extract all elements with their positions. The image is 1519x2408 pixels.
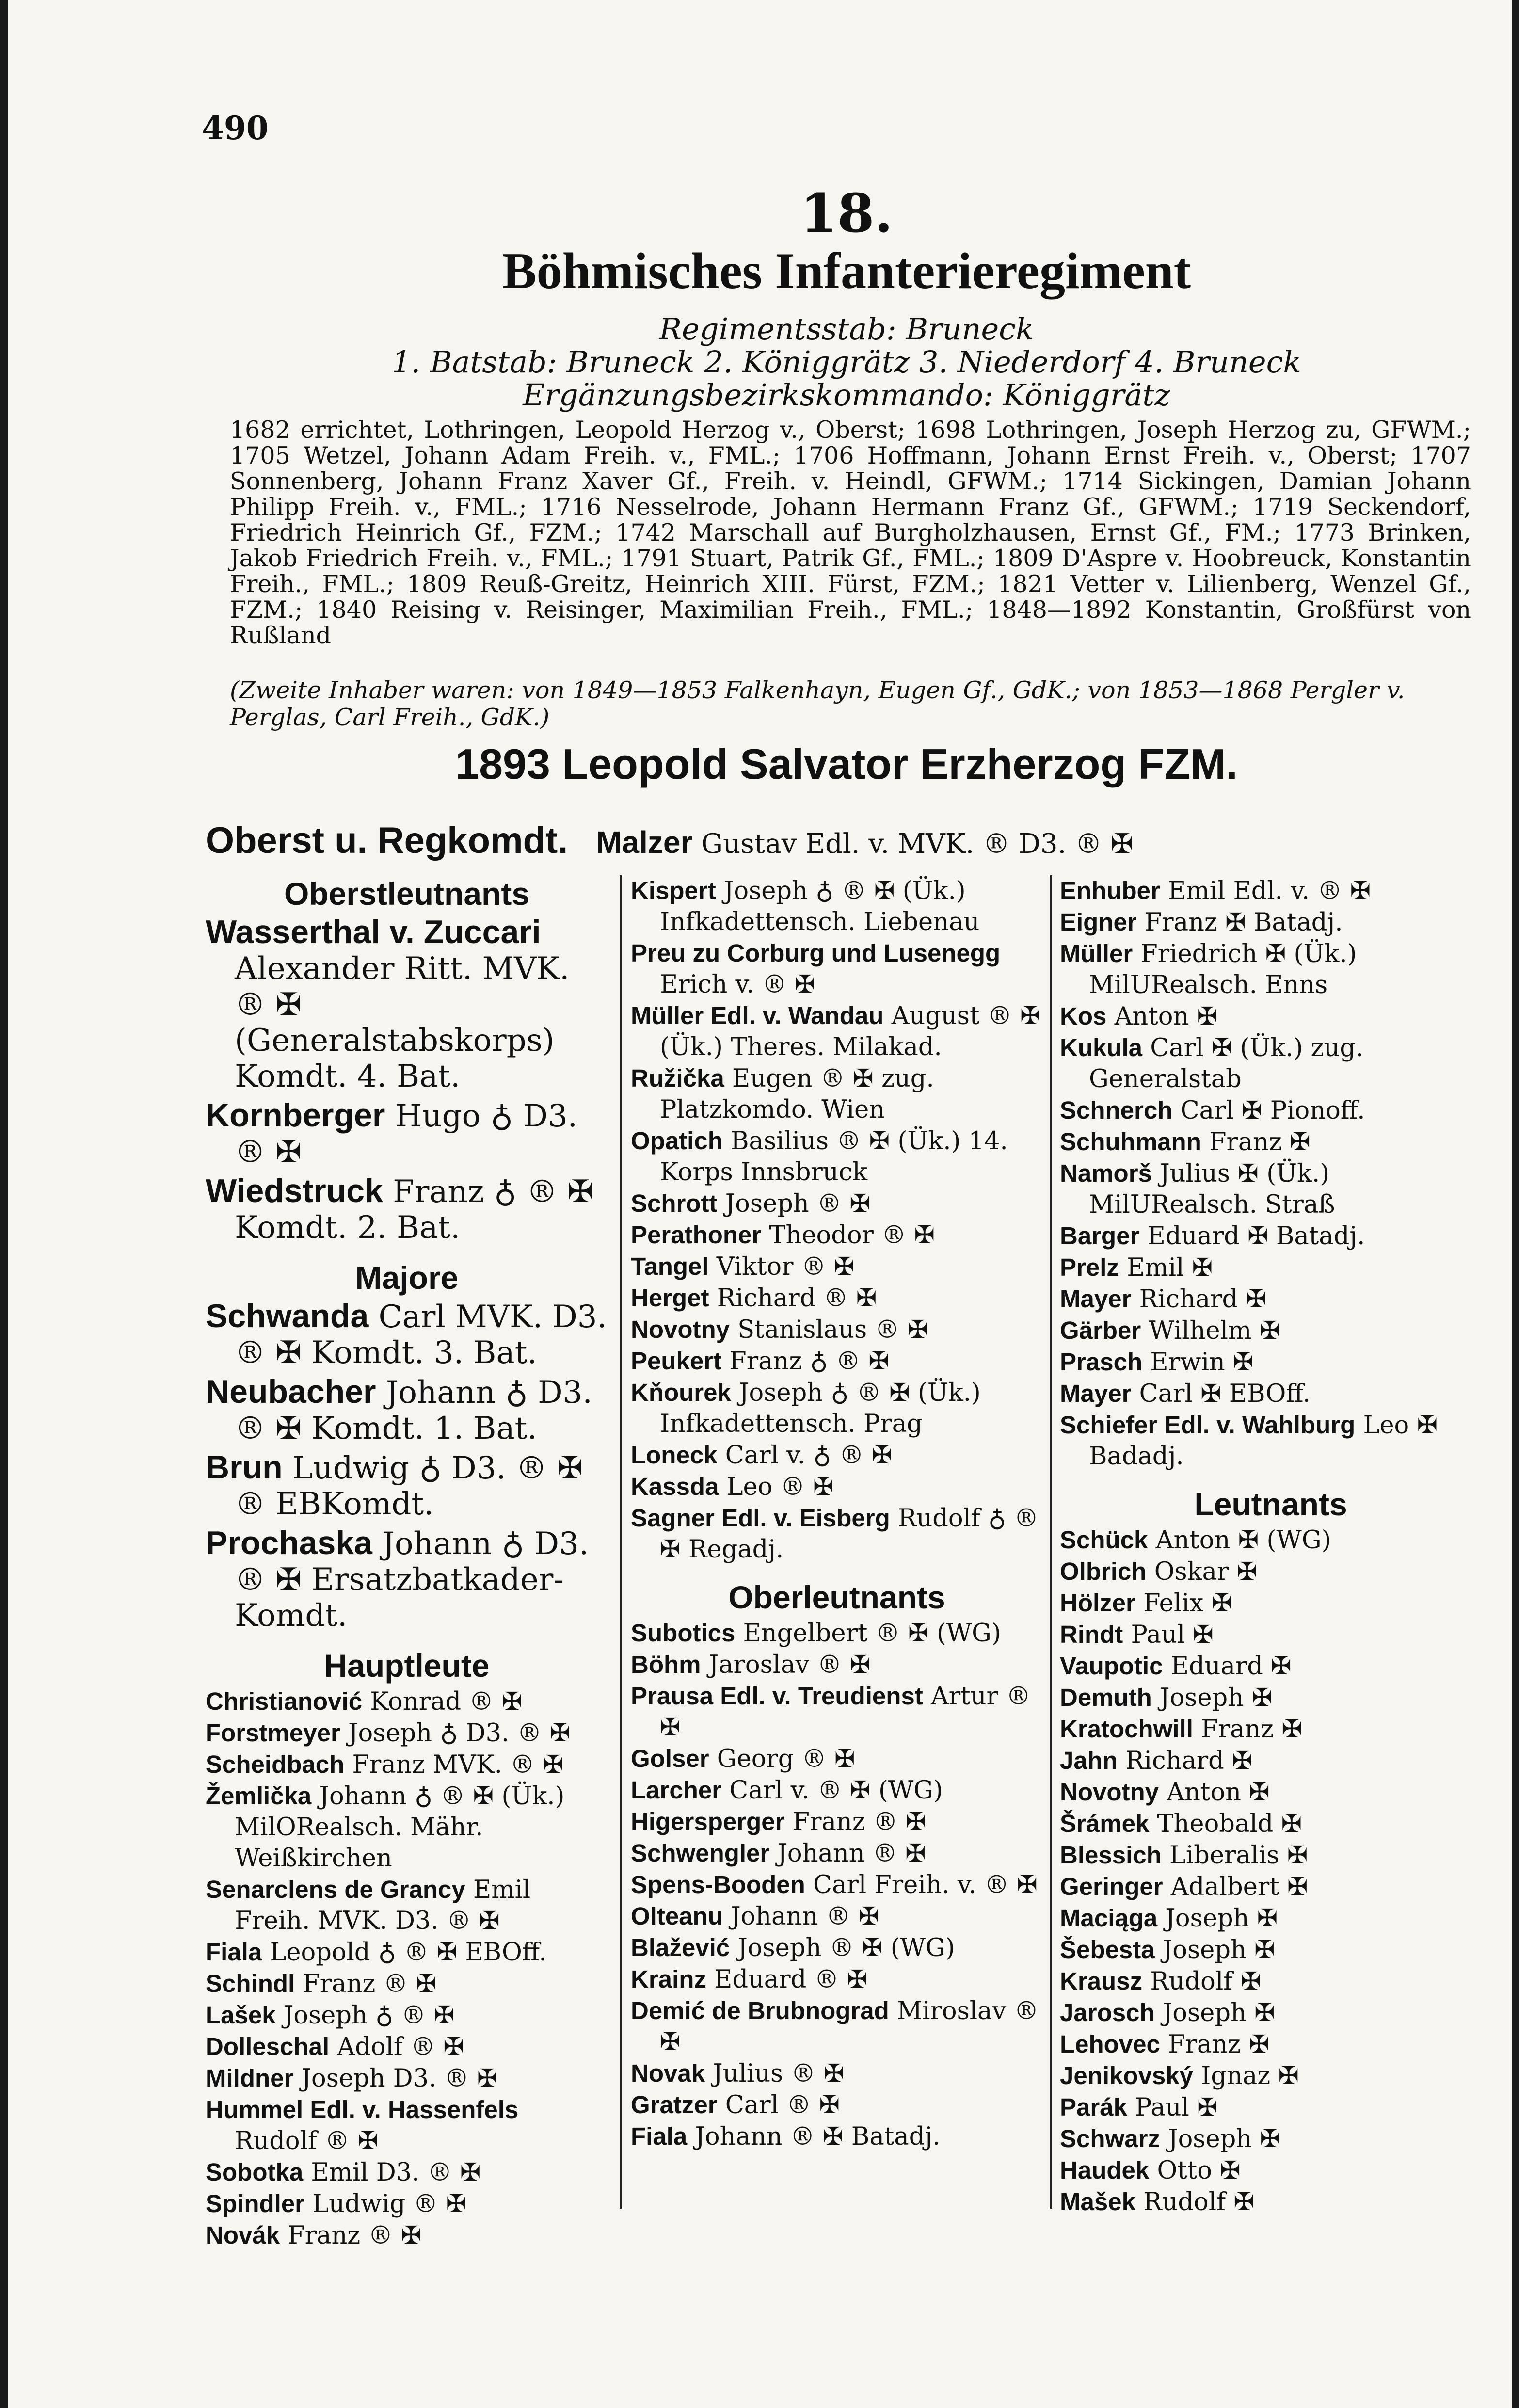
officer-details: Joseph ♁ ® ✠ [275,2001,455,2030]
officer-details: Johann ♁ ® ✠ (Ük.) MilORealsch. Mähr. Weißkirchen [235,1782,565,1873]
officer-details: Leo ✠ Badadj. [1089,1411,1438,1471]
officer-surname: Sagner Edl. v. Eisberg [631,1504,890,1532]
officer-entry [631,1775,1043,1806]
spacer [631,1565,1043,1579]
officer-surname: Mildner [206,2064,294,2092]
officer-entry [631,1681,1043,1743]
officer-surname: Krainz [631,1965,706,1993]
officer-details: Carl Freih. v. ® ✠ [805,1871,1038,1899]
officer-details: Julius ® ✠ [705,2059,845,2088]
officer-surname: Schnerch [1060,1096,1173,1124]
column-divider [620,875,622,2209]
officer-entry [1060,1252,1482,1284]
officer-surname: Kassda [631,1473,719,1500]
officer-entry [206,1968,608,2000]
officer-surname: Lehovec [1060,2030,1160,2058]
officer-details: Franz MVK. ® ✠ [344,1750,564,1779]
officer-entry [631,1838,1043,1869]
officer-entry [631,875,1043,938]
officer-details: Carl v. ♁ ® ✠ [717,1441,893,1470]
officer-surname: Senarclens de Grancy [206,1876,465,1903]
officer-details: Johann ♁ D3. ® ✠ Komdt. 1. Bat. [235,1375,592,1446]
officer-details: Joseph ® ✠ (WG) [730,1934,955,1962]
officer-entry [631,1649,1043,1681]
officer-entry [1060,1682,1482,1714]
officer-surname: Namorš [1060,1159,1152,1187]
officer-details: Joseph ♁ ® ✠ (Ük.) Infkadettensch. Liebenau [660,877,980,936]
officer-entry [631,938,1043,1000]
officer-surname: Blažević [631,1934,730,1961]
officer-surname: Žemlička [206,1782,312,1810]
officer-entry [206,1298,608,1371]
officer-entry [631,1503,1043,1565]
officer-entry [1060,1840,1482,1871]
officer-entry [1060,1001,1482,1032]
officer-surname: Neubacher [206,1373,376,1410]
officer-details: Emil Freih. MVK. D3. ® ✠ [235,1876,531,1935]
history-note: (Zweite Inhaber waren: von 1849—1853 Falkenhayn, Eugen Gf., GdK.; von 1853—1868 Pergler v. Perglas, Carl Freih., GdK.) [230,676,1405,731]
officer-entry [206,1173,608,1246]
officer-entry [206,1874,608,1937]
officer-surname: Mayer [1060,1285,1132,1313]
officer-details: Liberalis ✠ [1161,1841,1308,1870]
officer-entry [1060,938,1482,1001]
officer-surname: Kukula [1060,1034,1143,1061]
officer-details: Erich v. ® ✠ [660,970,815,999]
officer-entry [1060,2060,1482,2092]
officer-surname: Vaupotic [1060,1652,1163,1680]
officer-surname: Fiala [206,1938,262,1966]
officer-entry [206,2157,608,2188]
officer-entry [206,2188,608,2220]
officer-entry [631,1440,1043,1471]
regimentsstab-line: Regimentsstab: Bruneck [659,311,1034,347]
officer-entry [631,1377,1043,1440]
officer-surname: Spindler [206,2190,305,2217]
officer-entry [631,1188,1043,1220]
officer-surname: Mašek [1060,2188,1135,2215]
officer-details: Joseph ✠ [1154,1999,1275,2027]
officer-details: Paul ✠ [1127,2093,1218,2122]
officer-entry [631,1869,1043,1901]
officer-entry [1060,1158,1482,1220]
officer-details: Georg ® ✠ [709,1745,855,1773]
officer-entry [206,1525,608,1634]
officer-entry [631,1964,1043,1995]
officer-details: Carl v. ® ✠ (WG) [721,1776,943,1805]
officer-details: August ® ✠ (Ük.) Theres. Milakad. [660,1002,1041,1061]
officer-surname: Christianović [206,1687,363,1715]
officer-entry [1060,907,1482,938]
officer-details: Joseph ✠ [1157,1904,1278,1933]
officer-surname: Schuhmann [1060,1128,1201,1156]
officer-details: Konrad ® ✠ [362,1687,523,1716]
officer-surname: Müller [1060,940,1133,967]
officer-surname: Olbrich [1060,1557,1147,1585]
officer-details: Joseph ® ✠ [717,1189,870,1218]
officer-entry [206,2031,608,2063]
officer-surname: Novák [206,2221,280,2249]
officer-details: Carl ✠ Pionoff. [1172,1096,1365,1125]
officer-details: Anton ✠ (WG) [1148,1526,1331,1555]
officer-entry [1060,1284,1482,1315]
officer-entry [1060,875,1482,907]
ergaenzung-line: Ergänzungsbezirkskommando: Königgrätz [523,377,1170,413]
officer-surname: Opatich [631,1127,723,1155]
officer-surname: Preu zu Corburg und Lusenegg [631,939,1001,967]
officer-surname: Jahn [1060,1747,1118,1774]
officer-entry [631,1346,1043,1377]
officer-details: Rudolf ✠ [1142,1967,1262,1996]
spacer [206,1246,608,1259]
officer-surname: Demić de Brubnograd [631,1997,889,2024]
officer-details: Julius ✠ (Ük.) MilURealsch. Straß [1089,1159,1335,1219]
officer-details: Joseph ✠ [1151,1684,1272,1712]
officer-surname: Brun [206,1449,283,1486]
officer-entry [206,1937,608,1968]
officer-surname: Schrott [631,1189,718,1217]
officer-entry [1060,2092,1482,2123]
officer-surname: Kňourek [631,1379,731,1406]
spacer [1060,1472,1482,1486]
rank-heading: Oberleutnants [728,1579,945,1615]
officer-entry [1060,1347,1482,1378]
officer-column-1 [206,875,608,2251]
officer-details: Johann ♁ D3. ® ✠ Ersatzbatkader-Komdt. [235,1526,589,1634]
officer-entry [1060,2155,1482,2186]
officer-entry [1060,1315,1482,1347]
officer-entry [631,1932,1043,1964]
officer-surname: Novotny [1060,1778,1159,1806]
officer-surname: Demuth [1060,1684,1152,1711]
officer-details: Richard ✠ [1118,1747,1253,1775]
officer-details: Paul ✠ [1123,1621,1214,1649]
rank-heading: Hauptleute [324,1648,490,1684]
officer-surname: Prochaska [206,1525,372,1561]
officer-surname: Ružička [631,1064,724,1092]
officer-surname: Novak [631,2059,705,2087]
officer-surname: Rindt [1060,1621,1123,1648]
officer-details: Miroslav ® ✠ [660,1997,1039,2056]
officer-surname: Kornberger [206,1097,385,1134]
officer-entry [631,2089,1043,2121]
officer-surname: Novotny [631,1316,730,1343]
officer-details: Eduard ✠ Batadj. [1139,1222,1365,1251]
officer-entry [1060,1556,1482,1588]
officer-entry [1060,1777,1482,1808]
officer-details: Theodor ® ✠ [761,1221,935,1250]
officer-surname: Barger [1060,1222,1140,1250]
officer-surname: Parák [1060,2093,1127,2121]
officer-entry [1060,1997,1482,2029]
officer-entry [1060,1095,1482,1126]
officer-surname: Kos [1060,1002,1107,1030]
officer-entry [631,1063,1043,1125]
officer-entry [206,1781,608,1874]
officer-entry [631,1220,1043,1251]
officer-surname: Schwengler [631,1839,770,1867]
officer-entry [1060,1903,1482,1934]
officer-surname: Schwanda [206,1298,369,1334]
officer-surname: Schiefer Edl. v. Wahlburg [1060,1411,1356,1439]
officer-surname: Böhm [631,1651,701,1678]
officer-entry [206,2000,608,2031]
officer-entry [206,1686,608,1718]
officer-details: Joseph ✠ [1154,1936,1275,1964]
officer-details: Jaroslav ® ✠ [701,1651,871,1679]
officer-surname: Prelz [1060,1253,1119,1281]
officer-details: Franz ♁ ® ✠ Komdt. 2. Bat. [235,1174,593,1246]
officer-details: Viktor ® ✠ [708,1252,855,1281]
officer-details: Oskar ✠ [1146,1557,1258,1586]
officer-surname: Olteanu [631,1902,723,1930]
officer-surname: Scheidbach [206,1750,345,1778]
officer-surname: Forstmeyer [206,1719,340,1747]
officer-entry [631,1471,1043,1503]
officer-entry [1060,1220,1482,1252]
officer-details: Rudolf ® ✠ [235,2127,378,2155]
officer-details: Wilhelm ✠ [1141,1316,1280,1345]
rank-heading: Majore [355,1260,459,1296]
officer-entry [1060,1714,1482,1745]
officer-column-2 [631,875,1043,2152]
officer-entry [1060,1588,1482,1619]
officer-entry [206,1749,608,1781]
column-divider [1050,875,1052,2209]
officer-details: Friedrich ✠ (Ük.) MilURealsch. Enns [1089,940,1357,999]
officer-details: Basilius ® ✠ (Ük.) 14. Korps Innsbruck [660,1127,1008,1187]
officer-surname: Gärber [1060,1316,1141,1344]
officer-surname: Sobotka [206,2158,304,2186]
officer-surname: Müller Edl. v. Wandau [631,1002,884,1029]
officer-entry [631,1995,1043,2058]
officer-surname: Blessich [1060,1841,1162,1869]
officer-surname: Jenikovský [1060,2062,1194,2089]
inhaber-line: 1893 Leopold Salvator Erzherzog FZM. [455,740,1238,788]
officer-details: Carl ® ✠ [717,2091,840,2119]
officer-entry [1060,1525,1482,1556]
officer-entry [1060,1126,1482,1158]
officer-details: Carl ✠ (Ük.) zug. Generalstab [1089,1034,1364,1093]
officer-surname: Fiala [631,2122,688,2150]
officer-entry [631,2058,1043,2089]
oberst-line [206,819,1134,862]
officer-details: Eduard ® ✠ [706,1965,868,1994]
officer-surname: Hölzer [1060,1589,1135,1617]
officer-details: Erwin ✠ [1142,1348,1254,1377]
officer-entry [206,2063,608,2094]
rank-heading: Oberstleutnants [284,876,530,912]
officer-entry [206,1718,608,1749]
officer-surname: Subotics [631,1619,736,1647]
spacer [206,1634,608,1647]
officer-details: Rudolf ✠ [1135,2188,1254,2216]
officer-details: Johann ® ✠ [769,1839,926,1868]
officer-entry [1060,1378,1482,1410]
officer-entry [1060,1871,1482,1903]
regiment-number: 18. [800,182,893,244]
officer-entry [1060,1745,1482,1777]
officer-entry [1060,1410,1482,1472]
officer-entry [206,1449,608,1522]
officer-entry [1060,1651,1482,1682]
officer-entry [1060,1619,1482,1651]
officer-entry [631,1743,1043,1775]
officer-details: Franz ✠ [1201,1128,1311,1156]
officer-entry [631,1000,1043,1063]
officer-details: Emil Edl. v. ® ✠ [1160,877,1371,905]
officer-surname: Enhuber [1060,877,1160,904]
officer-details: Franz ® ✠ [295,1970,437,1998]
officer-surname: Prausa Edl. v. Treudienst [631,1682,923,1710]
officer-details: Felix ✠ [1135,1589,1232,1618]
officer-details: Johann ® ✠ Batadj. [687,2122,941,2151]
officer-entry [206,2220,608,2251]
officer-details: Franz ® ✠ [280,2221,422,2250]
officer-surname: Gratzer [631,2091,718,2119]
officer-entry [1060,1032,1482,1095]
officer-surname: Eigner [1060,908,1137,936]
officer-entry [631,2121,1043,2152]
officer-details: Otto ✠ [1149,2156,1241,2185]
regiment-title: Böhmisches Infanterieregiment [502,242,1191,299]
officer-entry [1060,1934,1482,1966]
officer-surname: Higersperger [631,1808,785,1835]
officer-details: Artur ® ✠ [660,1682,1031,1742]
officer-details: Anton ✠ [1159,1778,1270,1807]
officer-details: Franz ♁ ® ✠ [721,1347,889,1376]
officer-details: Rudolf ♁ ® ✠ Regadj. [660,1504,1039,1564]
officer-surname: Prasch [1060,1348,1143,1376]
officer-details: Eduard ✠ [1163,1652,1292,1681]
officer-details: Joseph ♁ ® ✠ (Ük.) Infkadettensch. Prag [660,1379,981,1438]
officer-surname: Wiedstruck [206,1172,383,1209]
officer-entry [206,914,608,1094]
officer-details: Richard ® ✠ [709,1284,877,1313]
officer-surname: Tangel [631,1252,709,1280]
officer-surname: Wasserthal v. Zuccari [206,914,541,950]
officer-entry [1060,2029,1482,2060]
officer-surname: Dolleschal [206,2033,330,2060]
officer-entry [631,1125,1043,1188]
officer-entry [631,1901,1043,1932]
batstab-line: 1. Batstab: Bruneck 2. Königgrätz 3. Niederdorf 4. Bruneck [392,344,1301,380]
officer-entry [631,1283,1043,1314]
officer-details: Franz ® ✠ [784,1808,927,1836]
officer-surname: Maciąga [1060,1904,1158,1932]
officer-surname: Šrámek [1060,1810,1150,1837]
officer-details: Franz ✠ [1193,1715,1302,1744]
officer-surname: Schindl [206,1970,295,1997]
officer-details: Alexander Ritt. MVK. ® ✠ (Generalstabskorps) Komdt. 4. Bat. [235,951,570,1094]
officer-details: Franz ✠ Batadj. [1136,908,1343,937]
officer-surname: Spens-Booden [631,1871,805,1898]
officer-details: Anton ✠ [1106,1002,1218,1031]
officer-column-3 [1060,875,1482,2218]
officer-details: Ludwig ♁ D3. ® ✠ ® EBKomdt. [235,1450,583,1522]
officer-entry [206,2094,608,2157]
officer-entry [1060,1808,1482,1840]
officer-entry [1060,1966,1482,1997]
officer-entry [206,1097,608,1170]
officer-details: Ignaz ✠ [1193,2062,1299,2090]
officer-surname: Šebesta [1060,1936,1155,1963]
officer-details: Joseph ♁ D3. ® ✠ [340,1719,571,1748]
rank-heading: Leutnants [1194,1486,1347,1522]
oberst-name: Malzer [596,825,693,860]
officer-details: Leopold ♁ ® ✠ EBOff. [262,1938,547,1967]
officer-surname: Kratochwill [1060,1715,1193,1743]
officer-entry [1060,2123,1482,2155]
officer-surname: Kispert [631,877,716,904]
officer-entry [631,1618,1043,1649]
officer-surname: Loneck [631,1441,718,1469]
officer-surname: Schück [1060,1526,1148,1554]
officer-surname: Krausz [1060,1967,1143,1995]
officer-entry [631,1314,1043,1346]
oberst-details: Gustav Edl. v. MVK. ® D3. ® ✠ [701,828,1134,860]
officer-surname: Jarosch [1060,1999,1155,2026]
officer-details: Engelbert ® ✠ (WG) [735,1619,1001,1648]
officer-surname: Schwarz [1060,2125,1160,2152]
officer-details: Adolf ® ✠ [329,2033,464,2061]
document-page [8,0,1512,2408]
officer-surname: Larcher [631,1776,722,1804]
officer-details: Hugo ♁ D3. ® ✠ [235,1098,577,1170]
officer-details: Adalbert ✠ [1163,1873,1308,1901]
officer-details: Joseph D3. ® ✠ [293,2064,498,2093]
officer-details: Franz ✠ [1160,2030,1269,2059]
officer-surname: Hummel Edl. v. Hassenfels [206,2096,519,2123]
officer-details: Eugen ® ✠ zug. Platzkomdo. Wien [660,1064,934,1124]
officer-surname: Mayer [1060,1380,1132,1407]
officer-details: Ludwig ® ✠ [304,2190,467,2218]
officer-entry [206,1374,608,1446]
officer-surname: Peukert [631,1347,722,1375]
officer-details: Joseph ✠ [1160,2125,1281,2153]
officer-entry [1060,2186,1482,2218]
officer-surname: Geringer [1060,1873,1163,1900]
officer-entry [631,1251,1043,1283]
officer-surname: Herget [631,1284,709,1312]
officer-details: Carl MVK. D3. ® ✠ Komdt. 3. Bat. [235,1299,607,1371]
officer-details: Emil ✠ [1119,1253,1213,1282]
officer-surname: Haudek [1060,2156,1150,2184]
officer-details: Emil D3. ® ✠ [303,2158,481,2187]
officer-details: Leo ® ✠ [719,1473,834,1501]
officer-entry [631,1806,1043,1838]
officer-surname: Golser [631,1745,709,1772]
officer-details: Theobald ✠ [1149,1810,1302,1838]
officer-details: Carl ✠ EBOff. [1131,1380,1311,1408]
officer-surname: Perathoner [631,1221,762,1249]
page-number: 490 [202,109,269,147]
officer-details: Johann ® ✠ [722,1902,879,1931]
oberst-title: Oberst u. Regkomdt. [206,820,568,861]
officer-details: Stanislaus ® ✠ [730,1316,928,1344]
regiment-history: 1682 errichtet, Lothringen, Leopold Herzog v., Oberst; 1698 Lothringen, Joseph Herzog zu, GFWM.; 1705 Wetzel, Johann Adam Freih. v., FML.; 1706 Hoffmann, Johann Ernst Freih. v., Oberst; 1707 Sonnenberg, Johann Franz Xaver Gf., Freih. v. Heindl, GFWM.; 1714 Sickingen, Damian Johann Philipp Freih. v., FML.; 1716 Nesselrode, Johann Hermann Franz Gf., GFWM.; 1719 Seckendorf, Friedrich Heinrich Gf., FZM.; 1742 Marschall auf Burgholzhausen, Ernst Gf., FM.; 1773 Brinken, Jakob Friedrich Freih. v., FML.; 1791 Stuart, Patrik Gf., FML.; 1809 D'Aspre v. Hoobreuck, Konstantin Freih., FML.; 1809 Reuß-Greitz, Heinrich XIII. Fürst, FZM.; 1821 Vetter v. Lilienberg, Wenzel Gf., FZM.; 1840 Reising v. Reisinger, Maximilian Freih., FML.; 1848—1892 Konstantin, Großfürst von Rußland [230,416,1471,649]
officer-details: Richard ✠ [1131,1285,1267,1314]
officer-surname: Lašek [206,2001,276,2029]
